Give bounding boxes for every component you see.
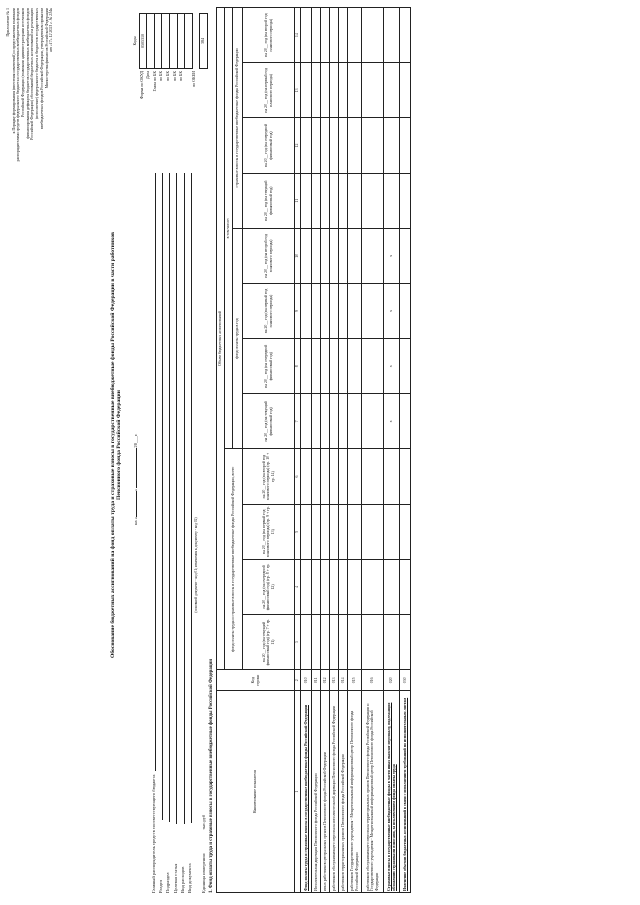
date-prefix: на « <box>133 517 138 525</box>
row-name: работников Государственного учреждения - Межрегиональный информационный центр Пенсионного фонда Российской Федерации <box>348 691 362 893</box>
sub-col-header: на 20__ год (на текущий финансовый год) (гр. 7 + гр. 11) <box>243 615 295 670</box>
row-code: 030 <box>400 670 411 691</box>
value-cell[interactable] <box>312 449 321 504</box>
table-body <box>301 8 411 893</box>
value-cell[interactable] <box>339 118 348 173</box>
value-cell[interactable] <box>339 394 348 449</box>
value-cell[interactable] <box>321 228 330 283</box>
date-mid: » <box>133 487 138 492</box>
appendix-line: Российской Федерации (главными администраторами источников <box>21 8 26 118</box>
value-cell[interactable] <box>312 173 321 228</box>
table-row <box>400 8 411 893</box>
code-cell <box>169 14 177 69</box>
value-cell[interactable] <box>312 615 321 670</box>
value-cell[interactable] <box>330 339 339 394</box>
value-cell[interactable] <box>348 118 362 173</box>
sub-col-header: на 20__ год (на второй год планового периода) <box>243 8 295 63</box>
col-number: 12 <box>295 118 301 173</box>
value-cell[interactable] <box>384 173 400 228</box>
row-name: работников обслуживающего персонала исполнительной дирекции Пенсионного фонда Российской Федерации <box>330 691 339 893</box>
group-ins-header: страховые взносы в государственные внебюджетные фонды Российской Федерации <box>233 8 243 229</box>
group-in-tch-header: в том числе: <box>225 8 233 449</box>
value-cell[interactable] <box>348 504 362 559</box>
na-mark-cell: x <box>384 339 400 394</box>
row-code: 013 <box>330 670 339 691</box>
value-cell[interactable] <box>321 449 330 504</box>
value-cell[interactable] <box>362 118 384 173</box>
na-mark-cell: x <box>384 228 400 283</box>
value-cell[interactable] <box>312 504 321 559</box>
value-cell[interactable] <box>301 339 312 394</box>
form-title <box>110 5 123 885</box>
value-cell[interactable] <box>362 394 384 449</box>
group-fot-ins-header: фонд оплаты труда и страховые взносы в государственные внебюджетные фонды Российской Федерации, всего <box>225 449 243 670</box>
value-cell[interactable] <box>301 559 312 614</box>
row-code: 014 <box>339 670 348 691</box>
sub-col-header: на 20__ год (на очередной финансовый год) <box>243 118 295 173</box>
header-fields <box>150 173 193 893</box>
code-cell <box>154 14 162 69</box>
value-cell[interactable] <box>321 504 330 559</box>
value-cell[interactable] <box>321 559 330 614</box>
value-cell[interactable] <box>330 8 339 63</box>
appendix-line: внебюджетных фондов Российской Федерации, утвержденным приказом <box>39 8 44 129</box>
row-name: работников территориальных органов Пенсионного фонда Российской Федерации <box>339 691 348 893</box>
value-cell[interactable] <box>339 504 348 559</box>
unit-value: тыс.руб <box>201 814 206 830</box>
okei-label: по ОКЕИ <box>191 71 197 88</box>
col-number: 5 <box>295 504 301 559</box>
value-cell[interactable] <box>330 63 339 118</box>
value-cell[interactable] <box>330 283 339 338</box>
code-cell <box>185 14 193 69</box>
value-cell[interactable] <box>348 228 362 283</box>
sub-col-header: на 20__ год (на второй год планового периода) (гр. 10 + гр. 14) <box>243 449 295 504</box>
value-cell[interactable] <box>301 173 312 228</box>
value-cell[interactable] <box>362 615 384 670</box>
group-fot-header: фонд оплаты труда в год <box>233 228 243 449</box>
row-name: работников обслуживающего персонала территориальных органов Пенсионного фонда Российской Федерации и Государственного учреждения - Межрегиональный информационный центр Пенсионного фонда Российской Федерации <box>362 691 384 893</box>
appendix-line: распорядителями средств федерального бюджета и государственных внебюджетных фондов <box>16 8 21 162</box>
value-cell[interactable] <box>312 394 321 449</box>
value-cell[interactable] <box>362 283 384 338</box>
sub-col-header: на 20__ год (на очередной финансовый год) (гр. 8 + гр. 12) <box>243 559 295 614</box>
value-cell[interactable] <box>330 615 339 670</box>
value-cell[interactable] <box>321 615 330 670</box>
value-cell[interactable] <box>362 504 384 559</box>
sub-col-header: на 20__ год (на первый год планового периода) <box>243 63 295 118</box>
col-number: 8 <box>295 339 301 394</box>
code-cell <box>147 14 155 69</box>
value-cell[interactable] <box>312 228 321 283</box>
value-cell[interactable] <box>400 449 411 504</box>
value-cell[interactable] <box>362 559 384 614</box>
row-code: 016 <box>362 670 384 691</box>
col-number: 11 <box>295 173 301 228</box>
main-table <box>216 7 411 893</box>
value-cell[interactable] <box>330 559 339 614</box>
value-cell[interactable] <box>301 449 312 504</box>
value-cell[interactable] <box>330 394 339 449</box>
value-cell[interactable] <box>339 339 348 394</box>
value-cell[interactable] <box>400 394 411 449</box>
value-cell[interactable] <box>384 8 400 63</box>
form-title-line1: Обоснование бюджетных ассигнований на фонд оплаты труда и страховые взносы в государственные внебюджетные фонды Российской Федерации в части работников <box>110 231 116 659</box>
value-cell[interactable] <box>348 283 362 338</box>
value-cell[interactable] <box>321 118 330 173</box>
col-number: 9 <box>295 283 301 338</box>
value-cell[interactable] <box>362 173 384 228</box>
value-cell[interactable] <box>339 63 348 118</box>
value-cell[interactable] <box>301 118 312 173</box>
codes-header: Коды <box>132 36 137 46</box>
code-row-label: по БК <box>158 71 164 82</box>
value-cell[interactable] <box>321 8 330 63</box>
value-cell[interactable] <box>400 8 411 63</box>
appendix-line: финансирования дефицита бюджетов государственных внебюджетных фондов <box>25 8 30 139</box>
field-label: Подраздел <box>165 872 171 893</box>
value-cell[interactable] <box>312 283 321 338</box>
value-cell[interactable] <box>348 339 362 394</box>
sub-col-header: на 20__ год (на второй год планового периода) <box>243 228 295 283</box>
value-cell[interactable] <box>339 283 348 338</box>
value-cell[interactable] <box>321 394 330 449</box>
row-code: 012 <box>321 670 330 691</box>
value-cell[interactable] <box>321 63 330 118</box>
value-cell[interactable] <box>384 559 400 614</box>
col-number: 6 <box>295 449 301 504</box>
value-cell[interactable] <box>312 63 321 118</box>
codes-table <box>132 13 208 69</box>
table-row <box>330 8 339 893</box>
col-name-header: Наименование показателя <box>217 691 295 893</box>
value-cell[interactable] <box>339 8 348 63</box>
code-cell <box>177 14 185 69</box>
table-row <box>348 8 362 893</box>
date-year: 20___г. <box>133 433 138 448</box>
okei-code: 384 <box>200 14 208 69</box>
row-name: Изменение объемов бюджетных ассигнований в связи с исполнением требований по исполнительным листам <box>400 691 411 893</box>
value-cell[interactable] <box>400 559 411 614</box>
unit-row <box>201 815 206 893</box>
value-cell[interactable] <box>339 615 348 670</box>
value-cell[interactable] <box>348 394 362 449</box>
value-cell[interactable] <box>312 339 321 394</box>
value-cell[interactable] <box>330 504 339 559</box>
value-cell[interactable] <box>301 504 312 559</box>
row-name: Страховые взносы в государственные внебюджетные фонды в части иных выплат персоналу, подлежащих обложению страховыми взносами, за исключением фонда оплаты труда <box>384 691 400 893</box>
value-cell[interactable] <box>400 615 411 670</box>
na-mark-cell: x <box>384 394 400 449</box>
appendix-block <box>6 8 54 233</box>
value-cell[interactable] <box>330 228 339 283</box>
value-cell[interactable] <box>384 615 400 670</box>
doc-type-note: (основной документ - код 01; изменения к документу - код 02) <box>194 517 198 613</box>
form-title-line2: Пенсионного фонда Российской Федерации <box>116 390 123 500</box>
value-cell[interactable] <box>301 8 312 63</box>
row-name: Исполнительная дирекция Пенсионного фонда Российской Федерации <box>312 691 321 893</box>
field-label: Вид расходов <box>179 866 185 893</box>
appendix-line: Министерства финансов Российской Федерации <box>44 8 49 89</box>
value-cell[interactable] <box>362 449 384 504</box>
value-cell[interactable] <box>321 283 330 338</box>
field-label: Вид документа <box>187 863 193 893</box>
value-cell[interactable] <box>330 173 339 228</box>
value-cell[interactable] <box>384 449 400 504</box>
col-number: 14 <box>295 8 301 63</box>
code-row-label: по БК <box>171 71 177 82</box>
value-cell[interactable] <box>348 63 362 118</box>
value-cell[interactable] <box>384 504 400 559</box>
table-row <box>312 8 321 893</box>
value-cell[interactable] <box>312 118 321 173</box>
value-cell[interactable] <box>301 283 312 338</box>
codes-labels <box>132 71 198 155</box>
value-cell[interactable] <box>301 394 312 449</box>
sub-col-header: на 20__ год (на очередной финансовый год) <box>243 339 295 394</box>
date-row <box>133 345 138 525</box>
form-okud-code: 0505310 <box>139 14 147 69</box>
value-cell[interactable] <box>301 63 312 118</box>
table-row <box>321 8 330 893</box>
field-label: Раздел <box>158 880 164 893</box>
group-total-header: Объем бюджетных ассигнований <box>217 8 225 670</box>
row-code: 011 <box>312 670 321 691</box>
na-mark-cell: x <box>384 283 400 338</box>
value-cell[interactable] <box>400 339 411 394</box>
form-okud-label: Форма по ОКУД <box>138 71 144 100</box>
value-cell[interactable] <box>348 449 362 504</box>
table-row <box>339 8 348 893</box>
col-code-header: Код строки <box>217 670 295 691</box>
row-name: Фонд оплаты труда и страховые взносы в государственные внебюджетные фонды Российской Федерации <box>301 691 312 893</box>
value-cell[interactable] <box>384 63 400 118</box>
code-cell <box>162 14 170 69</box>
code-row-label: Глава по БК <box>151 71 157 92</box>
value-cell[interactable] <box>400 504 411 559</box>
value-cell[interactable] <box>339 173 348 228</box>
col-number: 1 <box>295 691 301 893</box>
field-label: Целевая статья <box>172 863 178 893</box>
code-row-label: по БК <box>164 71 170 82</box>
sub-col-header: на 20__ год (на первый год планового периода) <box>243 283 295 338</box>
col-number: 2 <box>295 670 301 691</box>
value-cell[interactable] <box>400 63 411 118</box>
value-cell[interactable] <box>400 173 411 228</box>
sub-col-header: на 20__ год (на текущий финансовый год) <box>243 394 295 449</box>
value-cell[interactable] <box>384 118 400 173</box>
appendix-label: Приложение № 1 <box>6 8 10 37</box>
sub-col-header: на 20__ год (на первый год планового периода) (гр. 9 + гр. 13) <box>243 504 295 559</box>
row-code: 020 <box>384 670 400 691</box>
value-cell[interactable] <box>339 449 348 504</box>
value-cell[interactable] <box>321 339 330 394</box>
appendix-date: от «17» 12 2021 г. № 214н <box>49 8 54 52</box>
value-cell[interactable] <box>362 63 384 118</box>
value-cell[interactable] <box>312 559 321 614</box>
value-cell[interactable] <box>362 339 384 394</box>
appendix-line: (исполнение) федерального бюджета и бюджетов государственных <box>35 8 40 119</box>
col-number: 4 <box>295 559 301 614</box>
row-code: 010 <box>301 670 312 691</box>
col-number: 13 <box>295 63 301 118</box>
value-cell[interactable] <box>301 228 312 283</box>
value-cell[interactable] <box>400 228 411 283</box>
col-number: 10 <box>295 228 301 283</box>
field-label: Главный распорядитель средств соответствующего бюджета <box>151 774 156 893</box>
appendix-line: к Порядку формирования (внесения изменений) и представления главными <box>11 8 16 134</box>
value-cell[interactable] <box>362 228 384 283</box>
table-row <box>384 8 400 893</box>
row-name: иных работников центральных органов Пенсионного фонда Российской Федерации <box>321 691 330 893</box>
section-title: 1. Фонд оплаты труда и страховые взносы в государственные внебюджетные фонды Российской Федерации <box>209 658 214 893</box>
value-cell[interactable] <box>330 118 339 173</box>
col-number: 3 <box>295 615 301 670</box>
row-code: 015 <box>348 670 362 691</box>
value-cell[interactable] <box>400 283 411 338</box>
value-cell[interactable] <box>301 615 312 670</box>
table-row <box>362 8 384 893</box>
value-cell[interactable] <box>348 559 362 614</box>
value-cell[interactable] <box>321 173 330 228</box>
sub-col-header: на 20__ год (на текущий финансовый год) <box>243 173 295 228</box>
value-cell[interactable] <box>339 228 348 283</box>
value-cell[interactable] <box>362 8 384 63</box>
value-cell[interactable] <box>348 615 362 670</box>
value-cell[interactable] <box>400 118 411 173</box>
value-cell[interactable] <box>348 8 362 63</box>
col-number: 7 <box>295 394 301 449</box>
value-cell[interactable] <box>330 449 339 504</box>
value-cell[interactable] <box>339 559 348 614</box>
value-cell[interactable] <box>312 8 321 63</box>
code-row-label: по БК <box>178 71 184 82</box>
code-spacer <box>192 14 200 69</box>
value-cell[interactable] <box>348 173 362 228</box>
unit-label: Единица измерения: <box>201 853 206 893</box>
code-row-label: Дата <box>145 71 151 79</box>
table-row <box>301 8 312 893</box>
appendix-line: Российской Федерации) обоснований бюджетных ассигнований на реализацию <box>30 8 35 140</box>
